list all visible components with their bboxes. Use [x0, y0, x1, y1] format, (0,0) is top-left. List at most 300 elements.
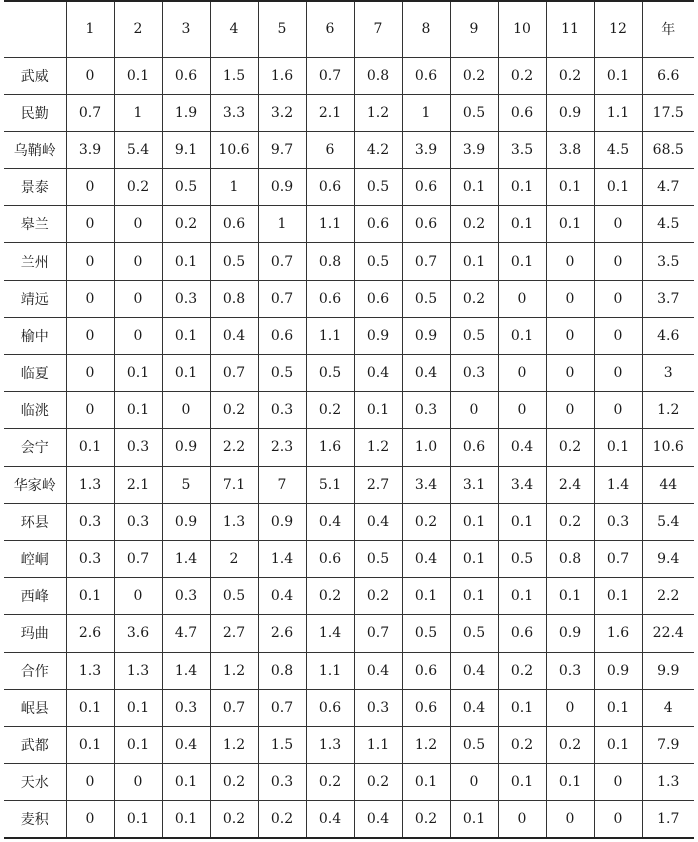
month-value-cell: 0.3 [546, 652, 594, 689]
month-value-cell: 1.4 [258, 540, 306, 577]
month-value-cell: 6 [306, 131, 354, 168]
month-value-cell: 3.8 [546, 131, 594, 168]
month-value-cell: 0.1 [114, 57, 162, 94]
month-value-cell: 3.1 [450, 466, 498, 503]
month-value-cell: 0.3 [66, 503, 114, 540]
month-value-cell: 0.1 [594, 169, 642, 206]
month-value-cell: 0.9 [402, 317, 450, 354]
month-value-cell: 0.2 [498, 726, 546, 763]
month-value-cell: 0.7 [594, 540, 642, 577]
annual-value-cell: 68.5 [642, 131, 694, 168]
month-value-cell: 0 [66, 355, 114, 392]
month-value-cell: 0 [594, 243, 642, 280]
month-value-cell: 1.1 [306, 317, 354, 354]
table-row [4, 317, 694, 354]
station-name-cell: 西峰 [4, 578, 66, 615]
annual-value-cell: 4.5 [642, 206, 694, 243]
month-value-cell: 0.7 [402, 243, 450, 280]
month-value-cell: 0.2 [162, 206, 210, 243]
header-cell-month: 3 [162, 1, 210, 57]
month-value-cell: 0 [66, 280, 114, 317]
month-value-cell: 0 [66, 206, 114, 243]
month-value-cell: 10.6 [210, 131, 258, 168]
header-cell-month: 10 [498, 1, 546, 57]
month-value-cell: 0.6 [498, 615, 546, 652]
station-name-cell: 武威 [4, 57, 66, 94]
month-value-cell: 2.2 [210, 429, 258, 466]
month-value-cell: 0.6 [306, 540, 354, 577]
month-value-cell: 0.4 [450, 652, 498, 689]
table-row [4, 169, 694, 206]
month-value-cell: 0.7 [306, 57, 354, 94]
month-value-cell: 1.0 [402, 429, 450, 466]
annual-value-cell: 4.7 [642, 169, 694, 206]
month-value-cell: 0 [114, 206, 162, 243]
month-value-cell: 0.2 [306, 578, 354, 615]
annual-value-cell: 2.2 [642, 578, 694, 615]
table-header [4, 1, 694, 57]
month-value-cell: 1.4 [162, 652, 210, 689]
month-value-cell: 0 [594, 801, 642, 838]
month-value-cell: 0 [114, 764, 162, 801]
month-value-cell: 0.6 [354, 280, 402, 317]
annual-value-cell: 3.5 [642, 243, 694, 280]
month-value-cell: 0.7 [210, 355, 258, 392]
month-value-cell: 0 [66, 57, 114, 94]
month-value-cell: 0.1 [498, 317, 546, 354]
table-row [4, 726, 694, 763]
table-row [4, 540, 694, 577]
month-value-cell: 0 [66, 317, 114, 354]
table-row [4, 392, 694, 429]
month-value-cell: 2.4 [546, 466, 594, 503]
station-name-cell: 乌鞘岭 [4, 131, 66, 168]
month-value-cell: 3.9 [66, 131, 114, 168]
month-value-cell: 0 [498, 355, 546, 392]
month-value-cell: 0.2 [402, 503, 450, 540]
month-value-cell: 0.5 [354, 243, 402, 280]
month-value-cell: 0.7 [258, 243, 306, 280]
month-value-cell: 0.1 [354, 392, 402, 429]
month-value-cell: 1.2 [354, 429, 402, 466]
table-row [4, 243, 694, 280]
month-value-cell: 2.3 [258, 429, 306, 466]
month-value-cell: 0 [594, 206, 642, 243]
month-value-cell: 3.2 [258, 94, 306, 131]
month-value-cell: 0.3 [162, 689, 210, 726]
month-value-cell: 0.1 [66, 429, 114, 466]
station-name-cell: 岷县 [4, 689, 66, 726]
month-value-cell: 9.7 [258, 131, 306, 168]
month-value-cell: 0.1 [594, 57, 642, 94]
month-value-cell: 1 [210, 169, 258, 206]
month-value-cell: 0.5 [402, 615, 450, 652]
month-value-cell: 1 [114, 94, 162, 131]
month-value-cell: 0.2 [210, 801, 258, 838]
month-value-cell: 0.2 [546, 429, 594, 466]
month-value-cell: 0.4 [450, 689, 498, 726]
table-row [4, 131, 694, 168]
month-value-cell: 2.1 [306, 94, 354, 131]
month-value-cell: 0 [114, 317, 162, 354]
month-value-cell: 1.2 [402, 726, 450, 763]
month-value-cell: 0.9 [258, 503, 306, 540]
month-value-cell: 0.8 [354, 57, 402, 94]
table-row [4, 466, 694, 503]
month-value-cell: 4.2 [354, 131, 402, 168]
month-value-cell: 0.2 [306, 392, 354, 429]
month-value-cell: 1.2 [354, 94, 402, 131]
month-value-cell: 0 [66, 764, 114, 801]
month-value-cell: 0.2 [306, 764, 354, 801]
month-value-cell: 0 [66, 169, 114, 206]
month-value-cell: 0.2 [354, 578, 402, 615]
month-value-cell: 0.5 [306, 355, 354, 392]
table-row [4, 280, 694, 317]
month-value-cell: 0.5 [210, 243, 258, 280]
month-value-cell: 0.2 [498, 57, 546, 94]
month-value-cell: 0 [594, 764, 642, 801]
month-value-cell: 0.2 [114, 169, 162, 206]
month-value-cell: 1.5 [258, 726, 306, 763]
station-name-cell: 民勤 [4, 94, 66, 131]
month-value-cell: 0.6 [402, 206, 450, 243]
month-value-cell: 0.9 [162, 503, 210, 540]
header-cell-month: 4 [210, 1, 258, 57]
table-row [4, 206, 694, 243]
month-value-cell: 0.1 [450, 801, 498, 838]
month-value-cell: 2.6 [258, 615, 306, 652]
month-value-cell: 0.1 [450, 540, 498, 577]
month-value-cell: 0.3 [162, 578, 210, 615]
month-value-cell: 0.1 [162, 317, 210, 354]
header-cell-month: 12 [594, 1, 642, 57]
month-value-cell: 0 [162, 392, 210, 429]
month-value-cell: 0.2 [546, 726, 594, 763]
month-value-cell: 0.5 [450, 615, 498, 652]
month-value-cell: 0.1 [66, 689, 114, 726]
annual-value-cell: 22.4 [642, 615, 694, 652]
month-value-cell: 0.1 [66, 578, 114, 615]
month-value-cell: 1.6 [594, 615, 642, 652]
month-value-cell: 0.7 [354, 615, 402, 652]
month-value-cell: 1.3 [306, 726, 354, 763]
month-value-cell: 1.3 [66, 652, 114, 689]
month-value-cell: 3.5 [498, 131, 546, 168]
month-value-cell: 0 [66, 243, 114, 280]
month-value-cell: 0 [66, 801, 114, 838]
table-row [4, 355, 694, 392]
month-value-cell: 0 [498, 801, 546, 838]
station-name-cell: 华家岭 [4, 466, 66, 503]
month-value-cell: 0.3 [114, 503, 162, 540]
table-row [4, 764, 694, 801]
annual-value-cell: 6.6 [642, 57, 694, 94]
station-name-cell: 会宁 [4, 429, 66, 466]
month-value-cell: 0.7 [66, 94, 114, 131]
month-value-cell: 0.4 [354, 652, 402, 689]
month-value-cell: 0.2 [450, 206, 498, 243]
month-value-cell: 0.1 [162, 764, 210, 801]
month-value-cell: 0.5 [402, 280, 450, 317]
month-value-cell: 0.1 [498, 764, 546, 801]
month-value-cell: 0.2 [546, 503, 594, 540]
month-value-cell: 0.2 [210, 392, 258, 429]
month-value-cell: 1.1 [306, 206, 354, 243]
month-value-cell: 0.1 [594, 578, 642, 615]
month-value-cell: 0.5 [498, 540, 546, 577]
month-value-cell: 0.2 [546, 57, 594, 94]
month-value-cell: 0.4 [306, 503, 354, 540]
station-name-cell: 天水 [4, 764, 66, 801]
month-value-cell: 0.6 [306, 169, 354, 206]
month-value-cell: 0 [450, 392, 498, 429]
month-value-cell: 0 [114, 280, 162, 317]
station-name-cell: 靖远 [4, 280, 66, 317]
month-value-cell: 0.7 [258, 280, 306, 317]
month-value-cell: 0.3 [450, 355, 498, 392]
annual-value-cell: 1.3 [642, 764, 694, 801]
month-value-cell: 0.9 [546, 94, 594, 131]
month-value-cell: 0.1 [498, 206, 546, 243]
header-cell-month: 8 [402, 1, 450, 57]
month-value-cell: 0.8 [546, 540, 594, 577]
month-value-cell: 1.9 [162, 94, 210, 131]
month-value-cell: 5.4 [114, 131, 162, 168]
month-value-cell: 0.1 [546, 764, 594, 801]
month-value-cell: 0.1 [498, 578, 546, 615]
month-value-cell: 5.1 [306, 466, 354, 503]
month-value-cell: 0.5 [354, 540, 402, 577]
month-value-cell: 5 [162, 466, 210, 503]
month-value-cell: 3.3 [210, 94, 258, 131]
month-value-cell: 0.4 [402, 540, 450, 577]
table-row [4, 578, 694, 615]
month-value-cell: 0.2 [498, 652, 546, 689]
month-value-cell: 0.7 [258, 689, 306, 726]
month-value-cell: 0.1 [450, 503, 498, 540]
station-name-cell: 麦积 [4, 801, 66, 838]
month-value-cell: 0.1 [402, 578, 450, 615]
month-value-cell: 1.1 [594, 94, 642, 131]
station-name-cell: 武都 [4, 726, 66, 763]
month-value-cell: 0 [66, 392, 114, 429]
station-name-cell: 榆中 [4, 317, 66, 354]
month-value-cell: 2 [210, 540, 258, 577]
month-value-cell: 1.5 [210, 57, 258, 94]
month-value-cell: 0.1 [594, 726, 642, 763]
month-value-cell: 0.9 [258, 169, 306, 206]
month-value-cell: 0.1 [546, 578, 594, 615]
annual-value-cell: 1.2 [642, 392, 694, 429]
table-row [4, 615, 694, 652]
month-value-cell: 0.4 [162, 726, 210, 763]
month-value-cell: 0.2 [450, 280, 498, 317]
month-value-cell: 4.5 [594, 131, 642, 168]
month-value-cell: 0.1 [498, 689, 546, 726]
month-value-cell: 0.4 [498, 429, 546, 466]
header-cell-year: 年 [642, 1, 694, 57]
month-value-cell: 0.6 [306, 689, 354, 726]
header-cell-month: 1 [66, 1, 114, 57]
month-value-cell: 0 [594, 317, 642, 354]
month-value-cell: 0.3 [594, 503, 642, 540]
table-row [4, 94, 694, 131]
table-row [4, 652, 694, 689]
month-value-cell: 0.1 [114, 355, 162, 392]
month-value-cell: 0 [450, 764, 498, 801]
station-name-cell: 皋兰 [4, 206, 66, 243]
month-value-cell: 0.4 [354, 355, 402, 392]
month-value-cell: 0.4 [258, 578, 306, 615]
annual-value-cell: 44 [642, 466, 694, 503]
month-value-cell: 0.1 [450, 578, 498, 615]
month-value-cell: 0.5 [450, 317, 498, 354]
month-value-cell: 0.2 [210, 764, 258, 801]
month-value-cell: 2.7 [354, 466, 402, 503]
month-value-cell: 4.7 [162, 615, 210, 652]
month-value-cell: 0 [594, 280, 642, 317]
annual-value-cell: 7.9 [642, 726, 694, 763]
month-value-cell: 0.1 [498, 503, 546, 540]
month-value-cell: 0 [546, 355, 594, 392]
month-value-cell: 3.4 [402, 466, 450, 503]
station-name-cell: 兰州 [4, 243, 66, 280]
month-value-cell: 0.3 [402, 392, 450, 429]
month-value-cell: 1.4 [306, 615, 354, 652]
month-value-cell: 0.1 [114, 392, 162, 429]
annual-value-cell: 17.5 [642, 94, 694, 131]
month-value-cell: 1 [402, 94, 450, 131]
month-value-cell: 0.9 [354, 317, 402, 354]
station-name-cell: 景泰 [4, 169, 66, 206]
month-value-cell: 0.8 [210, 280, 258, 317]
header-row [4, 1, 694, 57]
month-value-cell: 1.3 [66, 466, 114, 503]
month-value-cell: 0.2 [354, 764, 402, 801]
month-value-cell: 0.1 [498, 169, 546, 206]
annual-value-cell: 10.6 [642, 429, 694, 466]
month-value-cell: 0.3 [258, 392, 306, 429]
station-name-cell: 环县 [4, 503, 66, 540]
month-value-cell: 0.3 [66, 540, 114, 577]
month-value-cell: 0.6 [258, 317, 306, 354]
month-value-cell: 1.4 [162, 540, 210, 577]
month-value-cell: 0.1 [450, 169, 498, 206]
month-value-cell: 2.6 [66, 615, 114, 652]
table-row [4, 801, 694, 838]
header-cell-month: 7 [354, 1, 402, 57]
month-value-cell: 0.6 [402, 57, 450, 94]
month-value-cell: 0.6 [210, 206, 258, 243]
month-value-cell: 3.9 [450, 131, 498, 168]
month-value-cell: 0.1 [162, 243, 210, 280]
month-value-cell: 3.4 [498, 466, 546, 503]
month-value-cell: 0.9 [546, 615, 594, 652]
month-value-cell: 1.2 [210, 726, 258, 763]
month-value-cell: 0.3 [258, 764, 306, 801]
month-value-cell: 0.4 [210, 317, 258, 354]
month-value-cell: 0.4 [306, 801, 354, 838]
month-value-cell: 0.4 [354, 801, 402, 838]
month-value-cell: 0 [594, 355, 642, 392]
data-table [4, 0, 694, 839]
month-value-cell: 0.8 [258, 652, 306, 689]
annual-value-cell: 3 [642, 355, 694, 392]
month-value-cell: 0 [114, 243, 162, 280]
table-row [4, 503, 694, 540]
header-cell-month: 5 [258, 1, 306, 57]
month-value-cell: 0.5 [450, 94, 498, 131]
station-name-cell: 临洮 [4, 392, 66, 429]
month-value-cell: 0 [594, 392, 642, 429]
annual-value-cell: 4 [642, 689, 694, 726]
month-value-cell: 1.6 [306, 429, 354, 466]
month-value-cell: 3.6 [114, 615, 162, 652]
station-name-cell: 崆峒 [4, 540, 66, 577]
table-row [4, 429, 694, 466]
month-value-cell: 0.6 [306, 280, 354, 317]
month-value-cell: 0.3 [162, 280, 210, 317]
month-value-cell: 0.4 [402, 355, 450, 392]
annual-value-cell: 4.6 [642, 317, 694, 354]
month-value-cell: 0.5 [258, 355, 306, 392]
header-cell-month: 9 [450, 1, 498, 57]
month-value-cell: 0.2 [258, 801, 306, 838]
month-value-cell: 0.6 [402, 169, 450, 206]
annual-value-cell: 9.9 [642, 652, 694, 689]
annual-value-cell: 9.4 [642, 540, 694, 577]
month-value-cell: 1.1 [354, 726, 402, 763]
month-value-cell: 0.6 [402, 652, 450, 689]
month-value-cell: 0 [498, 280, 546, 317]
month-value-cell: 0 [546, 392, 594, 429]
month-value-cell: 9.1 [162, 131, 210, 168]
month-value-cell: 0.7 [114, 540, 162, 577]
month-value-cell: 0.3 [114, 429, 162, 466]
month-value-cell: 1.3 [114, 652, 162, 689]
month-value-cell: 0 [546, 280, 594, 317]
month-value-cell: 0.1 [66, 726, 114, 763]
month-value-cell: 0.9 [162, 429, 210, 466]
month-value-cell: 0.1 [162, 355, 210, 392]
month-value-cell: 3.9 [402, 131, 450, 168]
month-value-cell: 0.1 [402, 764, 450, 801]
month-value-cell: 0.9 [594, 652, 642, 689]
station-name-cell: 临夏 [4, 355, 66, 392]
month-value-cell: 0 [546, 243, 594, 280]
annual-value-cell: 3.7 [642, 280, 694, 317]
month-value-cell: 0 [546, 317, 594, 354]
month-value-cell: 0 [498, 392, 546, 429]
month-value-cell: 1.1 [306, 652, 354, 689]
month-value-cell: 0.1 [594, 429, 642, 466]
month-value-cell: 1.2 [210, 652, 258, 689]
month-value-cell: 1.4 [594, 466, 642, 503]
month-value-cell: 0.1 [114, 689, 162, 726]
month-value-cell: 0.7 [210, 689, 258, 726]
table-row [4, 57, 694, 94]
month-value-cell: 0.2 [402, 801, 450, 838]
month-value-cell: 0.1 [114, 726, 162, 763]
month-value-cell: 0.1 [546, 169, 594, 206]
month-value-cell: 0.1 [450, 243, 498, 280]
month-value-cell: 0.1 [498, 243, 546, 280]
month-value-cell: 0.1 [546, 206, 594, 243]
month-value-cell: 0 [546, 801, 594, 838]
month-value-cell: 0.5 [210, 578, 258, 615]
month-value-cell: 0 [114, 578, 162, 615]
